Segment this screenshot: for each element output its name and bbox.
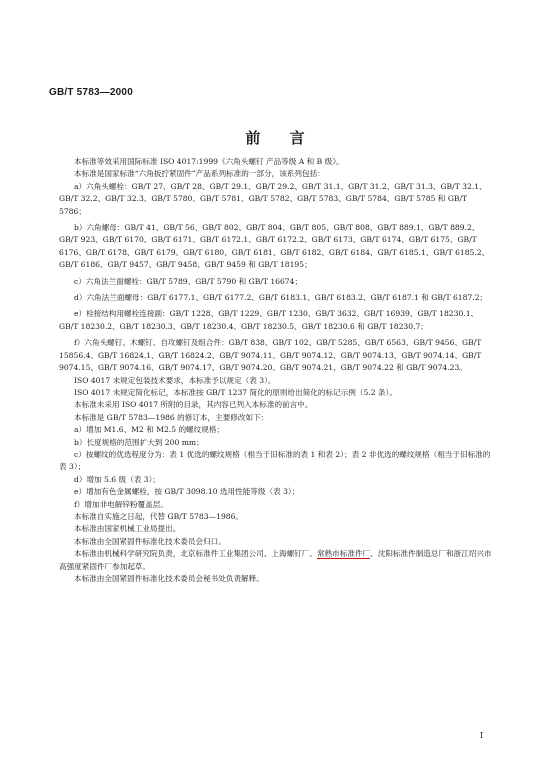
paragraph-replacement: 本标准自实施之日起，代替 GB/T 5783—1986。 <box>74 511 244 521</box>
list-item-structural-bolting: e）栓接结构用螺栓连接副：GB/T 1228、GB/T 1229、GB/T 1230、GB/T 3632、GB/T 16939、GB/T 18230.1、GB/T 18230.2、GB/T 18230.3、GB/T 18230.4、GB/T 18230.5、GB/T 18230.6 和 GB/T 18230.7； <box>59 309 479 331</box>
paragraph-adoption: 本标准等效采用国际标准 ISO 4017:1999《六角头螺钉 产品等级 A 和 B 级》。 <box>74 157 344 166</box>
foreword-body <box>59 156 495 585</box>
standard-code-header: GB/T 5783—2000 <box>49 87 133 98</box>
drafters-text-before: 本标准由机械科学研究院负责，北京标准件工业集团公司、上海螺钉厂、 <box>74 549 317 559</box>
change-item-b: b）长度规格的范围扩大到 200 mm； <box>74 437 204 447</box>
list-item-screws: f）六角头螺钉、木螺钉、自攻螺钉及组合件：GB/T 838、GB/T 102、GB/T 5285、GB/T 6563、GB/T 9456、GB/T 15856.4、GB/T 16824.1、GB/T 16824.2、GB/T 9074.11、GB/T 9074.12、GB/T 9074.13、GB/T 9074.14、GB/T 9074.15、GB/T 9074.16、GB/T 9074.17、GB/T 9074.20、GB/T 9074.21、GB/T 9074.22 和 GB/T 9074.23。 <box>59 338 482 373</box>
list-item-hex-nuts: b）六角螺母：GB/T 41、GB/T 56、GB/T 802、GB/T 804、GB/T 805、GB/T 808、GB/T 889.1、GB/T 889.2、GB/T 923、GB/T 6170、GB/T 6171、GB/T 6172.1、GB/T 6172.2、GB/T 6173、GB/T 6174、GB/T 6175、GB/T 6176、GB/T 6178、GB/T 6179、GB/T 6180、GB/T 6181、GB/T 6182、GB/T 6184、GB/T 6185.1、GB/T 6185.2、GB/T 6186、GB/T 9457、GB/T 9458、GB/T 9459 和 GB/T 18195； <box>59 223 490 270</box>
page-title: 前 言 <box>245 129 317 147</box>
paragraph-marking: ISO 4017 未规定简化标记，本标准按 GB/T 1237 简化的原则给出简化的标记示例（5.2 条）。 <box>74 387 397 397</box>
paragraph-revision: 本标准是 GB/T 5783—1986 的修订本，主要修改如下： <box>74 412 269 422</box>
paragraph-committee: 本标准由全国紧固件标准化技术委员会归口。 <box>74 536 226 546</box>
paragraph-contents: 本标准未采用 ISO 4017 所附的目录，其内容已列入本标准的前言中。 <box>74 400 313 410</box>
change-item-e: e）增加有色金属螺栓，按 GB/T 3098.10 选用性能等级（表 3）； <box>74 487 300 497</box>
list-item-flange-bolts: c）六角法兰面螺栓：GB/T 5789、GB/T 5790 和 GB/T 16674； <box>74 276 303 286</box>
drafters-underlined-org: 常熟市标准件厂 <box>317 549 371 559</box>
paragraph-series-intro: 本标准是国家标准“六角扳拧紧固件”产品系列标准的一部分，该系列包括： <box>74 169 325 179</box>
change-item-d: d）增加 5.6 级（表 3）； <box>74 474 160 484</box>
paragraph-interpretation: 本标准由全国紧固件标准化技术委员会秘书处负责解释。 <box>74 574 264 583</box>
change-item-f: f）增加非电解锌粉覆盖层。 <box>74 499 168 509</box>
paragraph-proposer: 本标准由国家机械工业局提出。 <box>74 524 181 534</box>
list-item-hex-bolts: a）六角头螺栓：GB/T 27、GB/T 28、GB/T 29.1、GB/T 29.2、GB/T 31.1、GB/T 31.2、GB/T 31.3、GB/T 32.1、GB/T 32.2、GB/T 32.3、GB/T 5780、GB/T 5781、GB/T 5782、GB/T 5783、GB/T 5784、GB/T 5785 和 GB/T 5786； <box>59 181 487 216</box>
change-item-a: a）增加 M1.6、M2 和 M2.5 的螺纹规格； <box>74 425 225 435</box>
change-item-c: c）按螺纹的优选程度分为：表 1 优选的螺纹规格（相当于旧标准的表 1 和表 2）；表 2 非优选的螺纹规格（相当于旧标准的表 3）； <box>59 449 491 472</box>
list-item-flange-nuts: d）六角法兰面螺母：GB/T 6177.1、GB/T 6177.2、GB/T 6183.1、GB/T 6183.2、GB/T 6187.1 和 GB/T 6187.2； <box>74 293 488 303</box>
paragraph-drafters <box>59 548 495 573</box>
page-number: I <box>480 731 484 740</box>
drafters-text-after: 、沈阳标准件制造总厂和浙江绍兴市高强度紧固件厂参加起草。 <box>59 549 492 571</box>
paragraph-packaging: ISO 4017 未规定包装技术要求，本标准予以规定（表 3）。 <box>74 375 276 385</box>
